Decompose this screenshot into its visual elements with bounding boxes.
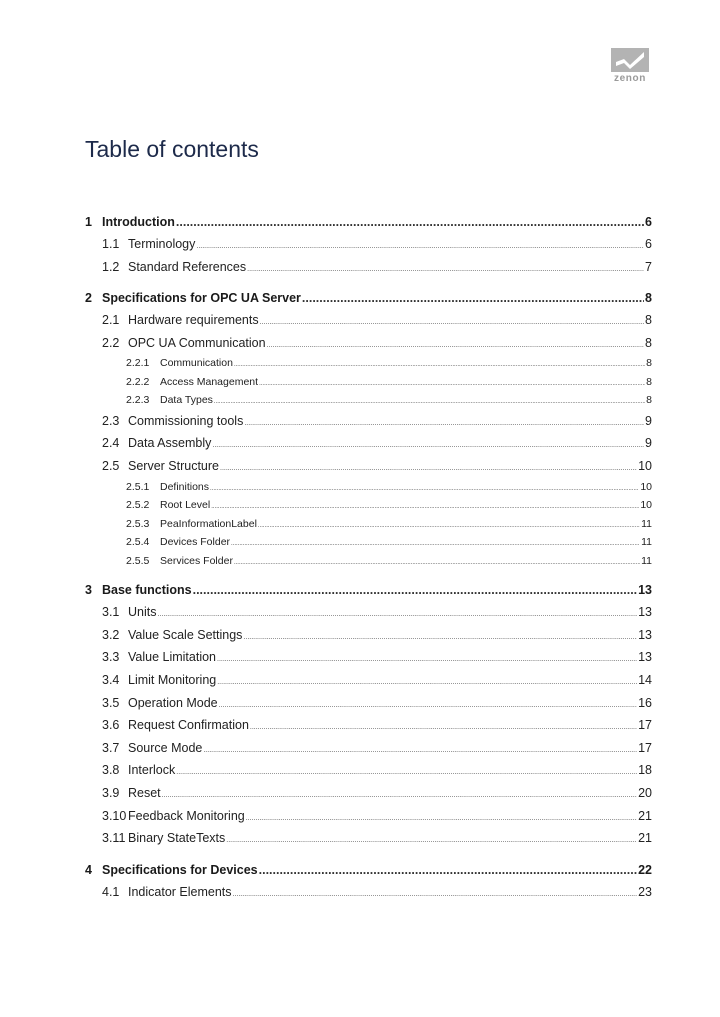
toc-entry-3-1[interactable] bbox=[85, 601, 652, 624]
toc-entry-title: Reset bbox=[128, 785, 161, 800]
toc-entry-title: Hardware requirements bbox=[128, 313, 259, 328]
toc-entry-3-2[interactable] bbox=[85, 624, 652, 647]
toc-dot-leader bbox=[259, 859, 637, 881]
toc-entry-page: 6 bbox=[645, 215, 652, 229]
toc-dot-leader bbox=[193, 579, 637, 601]
toc-entry-3-3[interactable] bbox=[85, 646, 652, 669]
toc-entry-2-5[interactable] bbox=[85, 455, 652, 478]
toc-entry-title: PeaInformationLabel bbox=[160, 517, 257, 530]
toc-dot-leader bbox=[217, 672, 637, 695]
toc-entry-title: Value Limitation bbox=[128, 650, 217, 665]
toc-entry-page: 13 bbox=[638, 627, 652, 642]
toc-entry-number: 4.1 bbox=[102, 884, 120, 899]
toc-entry-page: 18 bbox=[638, 763, 652, 778]
toc-entry-page: 10 bbox=[640, 480, 652, 493]
toc-dot-leader bbox=[210, 480, 639, 499]
toc-entry-title: Value Scale Settings bbox=[128, 627, 243, 642]
toc-entry-title: Commissioning tools bbox=[128, 413, 244, 428]
toc-entry-2-5-4[interactable] bbox=[85, 533, 652, 552]
toc-entry-2-2-2[interactable] bbox=[85, 373, 652, 392]
toc-entry-number: 1.1 bbox=[102, 237, 120, 251]
toc-entry-2-1[interactable] bbox=[85, 309, 652, 332]
toc-entry-number: 2 bbox=[85, 291, 92, 306]
toc-entry-number: 3 bbox=[85, 583, 92, 598]
toc-entry-title: Access Management bbox=[160, 375, 259, 388]
toc-dot-leader bbox=[244, 413, 644, 436]
toc-entry-3-9[interactable] bbox=[85, 782, 652, 805]
toc-entry-page: 10 bbox=[640, 499, 652, 512]
toc-entry-number: 3.6 bbox=[102, 718, 120, 733]
toc-entry-3-10[interactable] bbox=[85, 805, 652, 828]
toc-dot-leader bbox=[231, 535, 640, 554]
toc-entry-page: 8 bbox=[645, 291, 652, 306]
toc-entry-page: 8 bbox=[645, 335, 652, 350]
toc-entry-2-5-2[interactable] bbox=[85, 496, 652, 515]
toc-entry-number: 2.5.1 bbox=[126, 480, 150, 493]
toc-dot-leader bbox=[243, 627, 637, 650]
toc-entry-1[interactable] bbox=[85, 211, 652, 233]
toc-entry-2-4[interactable] bbox=[85, 432, 652, 455]
toc-entry-3-5[interactable] bbox=[85, 692, 652, 715]
toc-entry-3-7[interactable] bbox=[85, 737, 652, 760]
toc-entry-title: Interlock bbox=[128, 763, 176, 778]
toc-entry-page: 13 bbox=[638, 605, 652, 620]
toc-dot-leader bbox=[203, 740, 637, 763]
toc-dot-leader bbox=[260, 312, 644, 335]
toc-entry-title: Binary StateTexts bbox=[128, 831, 226, 846]
toc-entry-4[interactable] bbox=[85, 859, 652, 881]
toc-entry-page: 16 bbox=[638, 695, 652, 710]
toc-entry-number: 2.5.5 bbox=[126, 554, 150, 567]
toc-entry-number: 2.3 bbox=[102, 413, 120, 428]
toc-entry-3-4[interactable] bbox=[85, 669, 652, 692]
toc-entry-title: Terminology bbox=[128, 237, 196, 251]
toc-dot-leader bbox=[214, 393, 645, 412]
toc-entry-title: Specifications for Devices bbox=[102, 862, 258, 877]
toc-entry-1-2[interactable] bbox=[85, 256, 652, 279]
toc-dot-leader bbox=[234, 356, 645, 375]
toc-entry-page: 17 bbox=[638, 740, 652, 755]
toc-entry-page: 11 bbox=[641, 517, 652, 530]
toc-entry-title: Source Mode bbox=[128, 740, 203, 755]
toc-entry-title: Data Assembly bbox=[128, 436, 212, 451]
toc-entry-number: 2.5.3 bbox=[126, 517, 150, 530]
zenon-logo-mark-icon bbox=[610, 48, 650, 72]
toc-entry-page: 13 bbox=[638, 650, 652, 665]
toc-entry-number: 3.1 bbox=[102, 605, 120, 620]
toc-entry-page: 21 bbox=[638, 831, 652, 846]
toc-dot-leader bbox=[250, 717, 637, 740]
toc-entry-number: 2.2.1 bbox=[126, 357, 150, 370]
toc-entry-page: 11 bbox=[641, 554, 652, 567]
toc-entry-title: Communication bbox=[160, 357, 233, 370]
toc-dot-leader bbox=[219, 695, 637, 718]
toc-dot-leader bbox=[246, 808, 637, 831]
toc-dot-leader bbox=[233, 884, 638, 907]
toc-entry-number: 3.2 bbox=[102, 627, 120, 642]
toc-entry-page: 17 bbox=[638, 718, 652, 733]
toc-entry-page: 8 bbox=[645, 313, 652, 328]
toc-entry-number: 2.1 bbox=[102, 313, 120, 328]
toc-dot-leader bbox=[176, 762, 637, 785]
toc-dot-leader bbox=[234, 554, 640, 573]
toc-entry-number: 2.2.2 bbox=[126, 375, 150, 388]
toc-entry-page: 6 bbox=[645, 237, 652, 251]
toc-entry-number: 3.9 bbox=[102, 785, 120, 800]
toc-entry-number: 3.5 bbox=[102, 695, 120, 710]
toc-dot-leader bbox=[258, 517, 640, 536]
toc-entry-number: 3.4 bbox=[102, 672, 120, 687]
toc-entry-title: Specifications for OPC UA Server bbox=[102, 291, 301, 306]
toc-entry-page: 9 bbox=[645, 413, 652, 428]
toc-entry-4-1[interactable] bbox=[85, 881, 652, 904]
toc-entry-number: 3.3 bbox=[102, 650, 120, 665]
toc-dot-leader bbox=[212, 435, 644, 458]
toc-entry-page: 13 bbox=[638, 583, 652, 598]
toc-entry-2-5-5[interactable] bbox=[85, 552, 652, 571]
toc-entry-number: 2.2 bbox=[102, 335, 120, 350]
toc-dot-leader bbox=[267, 335, 644, 358]
toc-entry-title: Indicator Elements bbox=[128, 884, 232, 899]
toc-entry-number: 2.5 bbox=[102, 459, 120, 474]
toc-entry-page: 20 bbox=[638, 785, 652, 800]
page-title: Table of contents bbox=[85, 136, 259, 162]
toc-entry-number: 2.5.2 bbox=[126, 499, 150, 512]
toc-entry-number: 3.7 bbox=[102, 740, 120, 755]
toc-entry-number: 3.8 bbox=[102, 763, 120, 778]
toc-entry-title: Server Structure bbox=[128, 459, 220, 474]
toc-entry-2-3[interactable] bbox=[85, 410, 652, 433]
toc-entry-2-5-3[interactable] bbox=[85, 515, 652, 534]
toc-dot-leader bbox=[247, 259, 644, 282]
toc-entry-number: 2.5.4 bbox=[126, 536, 150, 549]
toc-entry-3-11[interactable] bbox=[85, 827, 652, 850]
toc-entry-title: Devices Folder bbox=[160, 536, 231, 549]
toc-entry-number: 1.2 bbox=[102, 259, 120, 274]
toc-entry-2-2-3[interactable] bbox=[85, 391, 652, 410]
toc-entry-2[interactable] bbox=[85, 287, 652, 309]
toc-entry-page: 8 bbox=[646, 357, 652, 370]
toc-entry-page: 8 bbox=[646, 394, 652, 407]
toc-dot-leader bbox=[259, 375, 645, 394]
toc-entry-number: 1 bbox=[85, 215, 92, 229]
toc-entry-page: 8 bbox=[646, 375, 652, 388]
toc-entry-page: 9 bbox=[645, 436, 652, 451]
toc-entry-number: 2.4 bbox=[102, 436, 120, 451]
toc-dot-leader bbox=[196, 236, 644, 259]
toc-entry-title: Units bbox=[128, 605, 157, 620]
toc-entry-2-5-1[interactable] bbox=[85, 478, 652, 497]
toc-entry-page: 11 bbox=[641, 536, 652, 549]
toc-entry-number: 2.2.3 bbox=[126, 394, 150, 407]
toc-entry-title: OPC UA Communication bbox=[128, 335, 266, 350]
toc-entry-1-1[interactable] bbox=[85, 233, 652, 256]
toc-entry-title: Definitions bbox=[160, 480, 210, 493]
toc-entry-page: 10 bbox=[638, 459, 652, 474]
toc-entry-title: Limit Monitoring bbox=[128, 672, 217, 687]
toc-entry-title: Data Types bbox=[160, 394, 213, 407]
toc-entry-2-2[interactable] bbox=[85, 332, 652, 355]
toc-entry-title: Base functions bbox=[102, 583, 192, 598]
toc-entry-page: 22 bbox=[638, 862, 652, 877]
toc-entry-3[interactable] bbox=[85, 579, 652, 601]
toc-entry-3-8[interactable] bbox=[85, 759, 652, 782]
logo-text: zenon bbox=[614, 73, 646, 84]
toc-entry-title: Standard References bbox=[128, 259, 247, 274]
toc-entry-number: 3.10 bbox=[102, 808, 127, 823]
toc-dot-leader bbox=[302, 287, 644, 309]
toc-entry-number: 4 bbox=[85, 862, 92, 877]
toc-dot-leader bbox=[211, 498, 639, 517]
table-of-contents bbox=[85, 211, 652, 903]
toc-dot-leader bbox=[217, 649, 637, 672]
toc-entry-title: Root Level bbox=[160, 499, 211, 512]
toc-entry-title: Request Confirmation bbox=[128, 718, 249, 733]
toc-entry-title: Feedback Monitoring bbox=[128, 808, 245, 823]
toc-entry-2-2-1[interactable] bbox=[85, 354, 652, 373]
toc-dot-leader bbox=[226, 830, 637, 853]
toc-dot-leader bbox=[220, 458, 637, 481]
toc-entry-number: 3.11 bbox=[102, 831, 126, 846]
toc-entry-page: 21 bbox=[638, 808, 652, 823]
zenon-logo bbox=[610, 48, 650, 84]
toc-entry-title: Services Folder bbox=[160, 554, 233, 567]
toc-entry-page: 7 bbox=[645, 259, 652, 274]
toc-dot-leader bbox=[176, 211, 644, 233]
toc-entry-page: 14 bbox=[638, 672, 652, 687]
toc-entry-3-6[interactable] bbox=[85, 714, 652, 737]
toc-entry-title: Introduction bbox=[102, 215, 175, 229]
toc-entry-title: Operation Mode bbox=[128, 695, 218, 710]
toc-entry-page: 23 bbox=[638, 884, 652, 899]
